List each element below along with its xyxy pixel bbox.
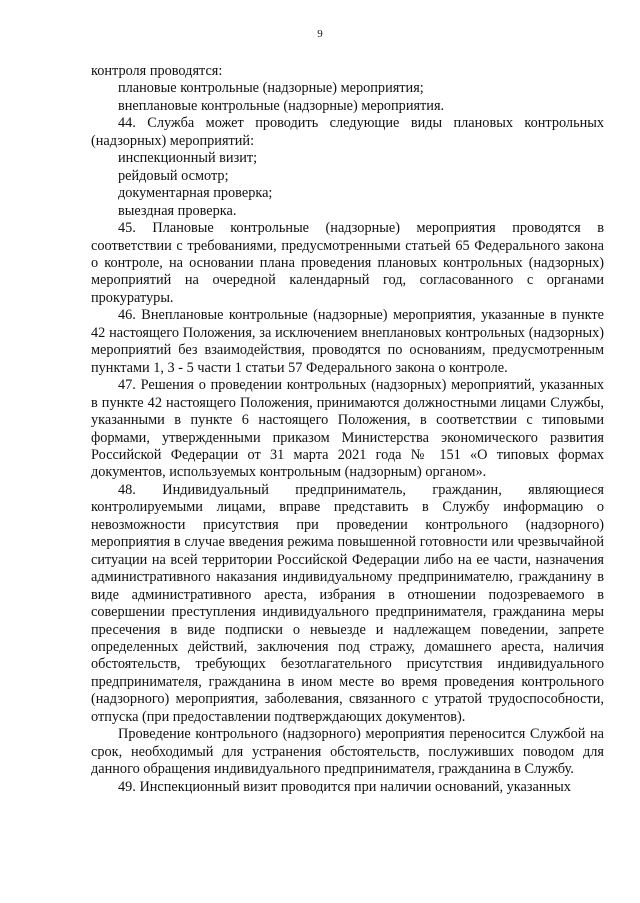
list-item: документарная проверка;	[118, 185, 273, 202]
paragraph-47: 47. Решения о проведении контрольных (надзорных) мероприятий, указанных в пункте 42 настоящего Положения, принимаются должностными лицами Службы, указанными в пункте 6 настоящего Положения, в соответствии с типовыми формами, утвержденными приказом Министерства экономического развития Российской Федерации от 31 марта 2021 года № 151 «О типовых формах документов, используемых контрольным (надзорным) органом».	[91, 377, 604, 481]
paragraph-continuation: контроля проводятся:	[91, 63, 223, 79]
document-body	[91, 63, 604, 796]
paragraph-46: 46. Внеплановые контрольные (надзорные) мероприятия, указанные в пункте 42 настоящего Положения, за исключением внеплановых контрольных (надзорных) мероприятий без взаимодействия, проводятся по основаниям, предусмотренным пунктами 1, 3 - 5 части 1 статьи 57 Федерального закона о контроле.	[91, 307, 604, 376]
list-item: выездная проверка.	[118, 202, 237, 219]
paragraph-44: 44. Служба может проводить следующие виды плановых контрольных (надзорных) мероприятий:	[91, 115, 604, 149]
list-item: рейдовый осмотр;	[118, 167, 229, 184]
list-item: внеплановые контрольные (надзорные) мероприятия.	[118, 97, 445, 114]
paragraph-49: 49. Инспекционный визит проводится при наличии оснований, указанных	[118, 778, 571, 795]
paragraph-45: 45. Плановые контрольные (надзорные) мероприятия проводятся в соответствии с требованиями, предусмотренными статьей 65 Федерального закона о контроле, на основании плана проведения плановых контрольных (надзорных) мероприятий на очередной календарный год, согласованного с органами прокуратуры.	[91, 220, 604, 306]
paragraph-48-continuation: Проведение контрольного (надзорного) мероприятия переносится Службой на срок, необходимый для устранения обстоятельств, послуживших поводом для данного обращения индивидуального предпринимателя, гражданина в Службу.	[91, 726, 604, 778]
list-item: плановые контрольные (надзорные) мероприятия;	[118, 80, 424, 97]
list-item: инспекционный визит;	[118, 150, 258, 167]
page-number: 9	[317, 28, 323, 40]
paragraph-48: 48. Индивидуальный предприниматель, гражданин, являющиеся контролируемыми лицами, вправе представить в Службу информацию о невозможности присутствия при проведении контрольного (надзорного) мероприятия в случае введения режима повышенной готовности или чрезвычайной ситуации на всей территории Российской Федерации либо на ее части, назначения административного наказания индивидуальному предпринимателю, гражданину в виде административного ареста, избрания в отношении подозреваемого в совершении преступления индивидуального предпринимателя, гражданина меры пресечения в виде подписки о невыезде и надлежащем поведении, запрете определенных действий, заключения под стражу, домашнего ареста, наличия обстоятельств, требующих безотлагательного присутствия индивидуального предпринимателя, гражданина в ином месте во время проведения контрольного (надзорного) мероприятия, заболевания, связанного с утратой трудоспособности, отпуска (при предоставлении подтверждающих документов).	[91, 481, 604, 725]
